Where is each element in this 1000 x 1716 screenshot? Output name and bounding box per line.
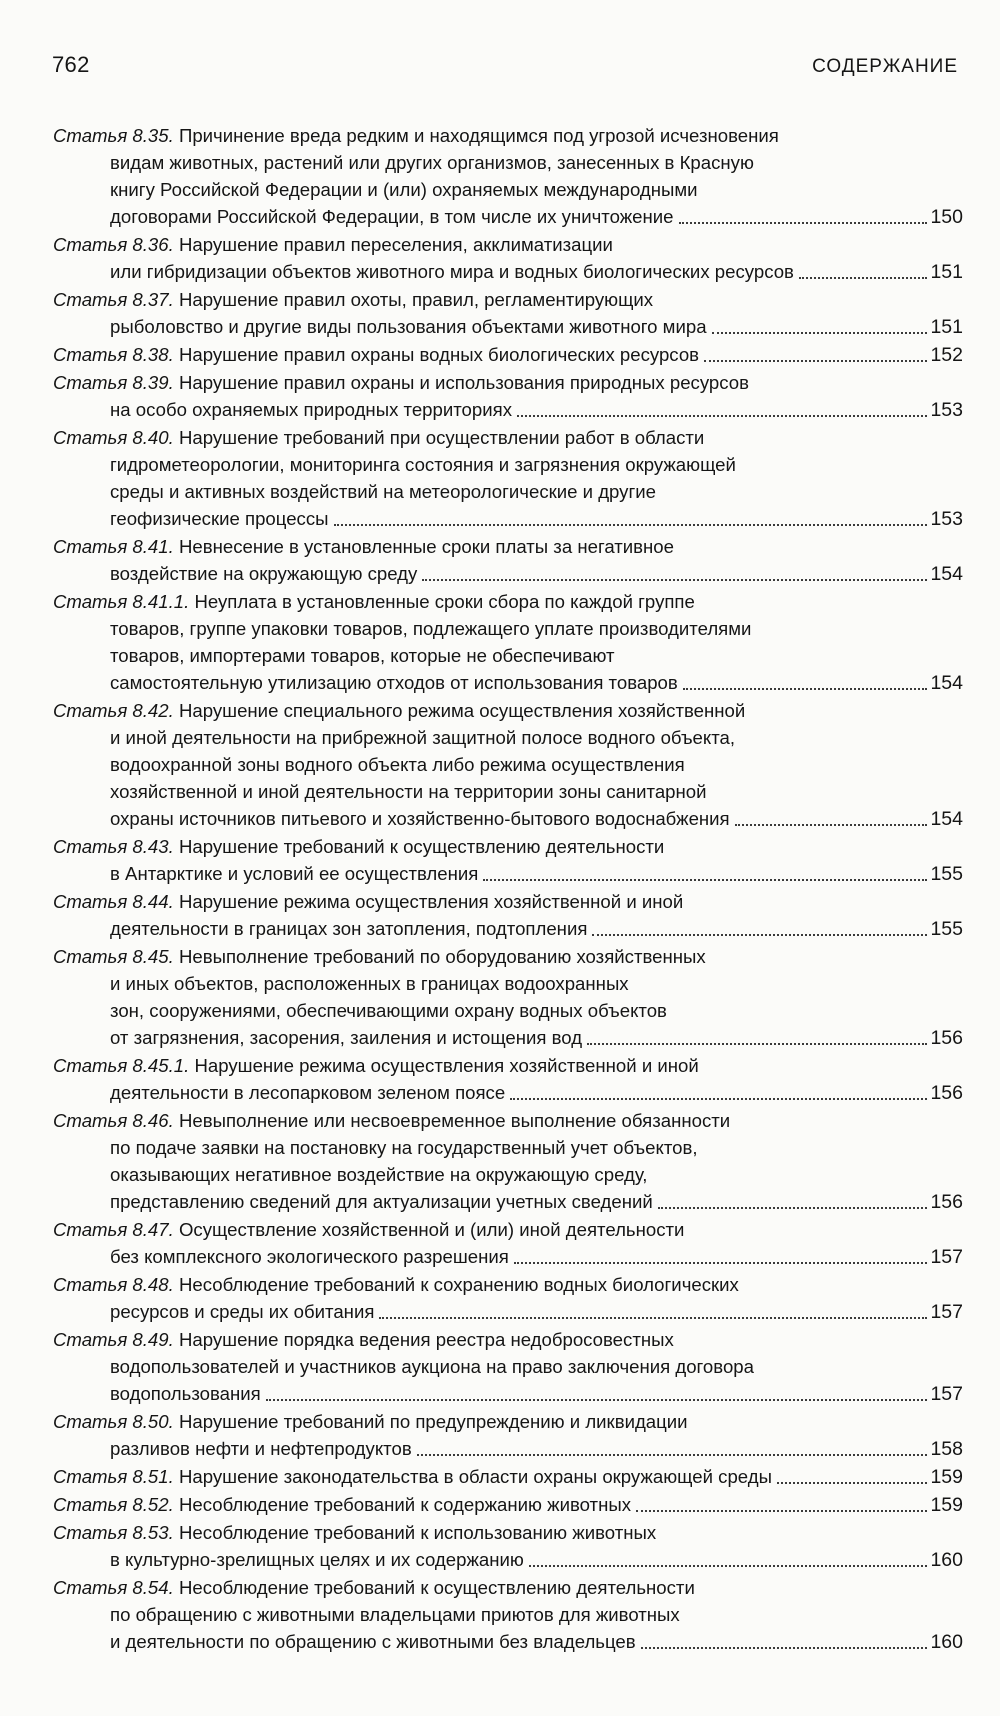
toc-entry-line — [53, 1435, 963, 1463]
toc-entry-line — [53, 1574, 963, 1601]
toc-entry-line — [53, 505, 963, 533]
toc-entry — [53, 286, 963, 341]
article-title-text: и деятельности по обращению с животными без владельцев — [110, 1631, 636, 1652]
toc-entry-line — [53, 1243, 963, 1271]
article-label: Статья 8.35. — [53, 125, 174, 146]
toc-entry-line — [53, 533, 963, 560]
toc-entry — [53, 1052, 963, 1107]
toc-entry-text-wrap — [110, 1628, 636, 1655]
toc-entry-text-wrap — [110, 669, 678, 696]
article-title-text: ресурсов и среды их обитания — [110, 1301, 375, 1322]
article-title-text: водоохранной зоны водного объекта либо режима осуществления — [110, 754, 685, 775]
article-title-text: книгу Российской Федерации и (или) охраняемых международными — [110, 179, 698, 200]
article-title-text: Нарушение порядка ведения реестра недобросовестных — [178, 1329, 674, 1350]
toc-entry-line — [53, 669, 963, 697]
toc-entry-text-wrap — [53, 1491, 631, 1518]
article-label: Статья 8.38. — [53, 344, 174, 365]
table-of-contents — [53, 122, 963, 1656]
toc-entry-line — [53, 149, 963, 176]
running-title: СОДЕРЖАНИЕ — [812, 56, 958, 77]
toc-page-number: 153 — [930, 508, 963, 530]
toc-page-number: 151 — [930, 261, 963, 283]
toc-entry-text-wrap — [110, 1435, 412, 1462]
dot-leader — [799, 273, 928, 279]
toc-entry — [53, 341, 963, 369]
toc-entry-line — [53, 697, 963, 724]
article-label: Статья 8.45.1. — [53, 1055, 190, 1076]
toc-page-number: 159 — [930, 1466, 963, 1488]
toc-entry-line — [53, 560, 963, 588]
article-title-text: Нарушение правил охоты, правил, регламентирующих — [178, 289, 654, 310]
article-label: Статья 8.49. — [53, 1329, 174, 1350]
article-title-text: Нарушение специального режима осуществления хозяйственной — [178, 700, 746, 721]
toc-entry-line — [53, 203, 963, 231]
article-title-text: Несоблюдение требований к осуществлению деятельности — [178, 1577, 695, 1598]
article-title-text: договорами Российской Федерации, в том числе их уничтожение — [110, 206, 674, 227]
article-title-text: зон, сооружениями, обеспечивающими охрану водных объектов — [110, 1000, 667, 1021]
toc-page-number: 152 — [930, 344, 963, 366]
dot-leader — [735, 820, 928, 826]
toc-entry-line — [53, 588, 963, 615]
toc-entry-line — [53, 1601, 963, 1628]
article-title-text: рыболовство и другие виды пользования объектами животного мира — [110, 316, 707, 337]
article-label: Статья 8.50. — [53, 1411, 174, 1432]
toc-entry-line — [53, 1380, 963, 1408]
toc-entry — [53, 1519, 963, 1574]
toc-entry — [53, 424, 963, 533]
toc-entry-text-wrap — [110, 1188, 653, 1215]
article-label: Статья 8.53. — [53, 1522, 174, 1543]
toc-entry-text-wrap — [110, 1024, 582, 1051]
toc-page-number: 155 — [930, 863, 963, 885]
toc-entry-line — [53, 1353, 963, 1380]
toc-page-number: 158 — [930, 1438, 963, 1460]
dot-leader — [592, 930, 927, 936]
toc-page-number: 156 — [930, 1027, 963, 1049]
dot-leader — [422, 575, 927, 581]
toc-entry-text-wrap — [110, 1546, 524, 1573]
toc-entry-line — [53, 258, 963, 286]
toc-entry-line — [53, 424, 963, 451]
article-title-text: воздействие на окружающую среду — [110, 563, 418, 584]
toc-entry-text-wrap — [110, 396, 512, 423]
article-title-text: Нарушение требований по предупреждению и ликвидации — [178, 1411, 688, 1432]
toc-entry-line — [53, 615, 963, 642]
toc-page-number: 157 — [930, 1301, 963, 1323]
article-title-text: по обращению с животными владельцами приютов для животных — [110, 1604, 680, 1625]
article-label: Статья 8.36. — [53, 234, 174, 255]
toc-entry-line — [53, 1491, 963, 1519]
toc-entry-line — [53, 642, 963, 669]
article-title-text: от загрязнения, засорения, заиления и истощения вод — [110, 1027, 583, 1048]
article-title-text: Невнесение в установленные сроки платы за негативное — [178, 536, 674, 557]
toc-page-number: 154 — [930, 563, 963, 585]
toc-entry-line — [53, 1052, 963, 1079]
article-label: Статья 8.51. — [53, 1466, 174, 1487]
dot-leader — [641, 1643, 928, 1649]
toc-entry — [53, 697, 963, 833]
article-title-text: и иных объектов, расположенных в границах водоохранных — [110, 973, 629, 994]
toc-entry-text-wrap — [110, 1380, 261, 1407]
toc-page-number: 155 — [930, 918, 963, 940]
article-label: Статья 8.45. — [53, 946, 174, 967]
article-title-text: водопользователей и участников аукциона на право заключения договора — [110, 1356, 754, 1377]
toc-entry-text-wrap — [110, 805, 730, 832]
article-title-text: Нарушение режима осуществления хозяйственной и иной — [178, 891, 684, 912]
dot-leader — [514, 1258, 928, 1264]
toc-entry-line — [53, 1463, 963, 1491]
toc-entry-line — [53, 778, 963, 805]
article-title-text: водопользования — [110, 1383, 261, 1404]
toc-entry-line — [53, 286, 963, 313]
toc-entry-text-wrap — [110, 1243, 509, 1270]
dot-leader — [483, 875, 927, 881]
toc-entry-text-wrap — [110, 203, 674, 230]
toc-entry — [53, 369, 963, 424]
toc-entry-line — [53, 1546, 963, 1574]
toc-entry — [53, 1463, 963, 1491]
article-title-text: товаров, импортерами товаров, которые не обеспечивают — [110, 645, 615, 666]
toc-entry-text-wrap — [110, 860, 478, 887]
dot-leader — [517, 411, 927, 417]
toc-entry-line — [53, 833, 963, 860]
toc-entry-text-wrap — [110, 1298, 374, 1325]
toc-page-number: 154 — [930, 672, 963, 694]
toc-entry-text-wrap — [110, 313, 707, 340]
toc-entry-line — [53, 451, 963, 478]
article-title-text: деятельности в лесопарковом зеленом поясе — [110, 1082, 506, 1103]
article-title-text: гидрометеорологии, мониторинга состояния и загрязнения окружающей — [110, 454, 736, 475]
dot-leader — [417, 1450, 928, 1456]
toc-entry-line — [53, 970, 963, 997]
dot-leader — [529, 1561, 928, 1567]
article-title-text: Несоблюдение требований к сохранению водных биологических — [178, 1274, 739, 1295]
toc-entry-line — [53, 1628, 963, 1656]
toc-entry — [53, 1216, 963, 1271]
article-title-text: по подаче заявки на постановку на государственный учет объектов, — [110, 1137, 698, 1158]
article-title-text: Невыполнение требований по оборудованию хозяйственных — [178, 946, 706, 967]
toc-entry-line — [53, 478, 963, 505]
toc-entry-line — [53, 122, 963, 149]
toc-entry-line — [53, 805, 963, 833]
dot-leader — [679, 218, 928, 224]
article-label: Статья 8.52. — [53, 1494, 174, 1515]
article-title-text: Нарушение правил охраны водных биологических ресурсов — [178, 344, 700, 365]
dot-leader — [379, 1313, 927, 1319]
article-title-text: без комплексного экологического разрешения — [110, 1246, 509, 1267]
article-label: Статья 8.44. — [53, 891, 174, 912]
dot-leader — [704, 356, 927, 362]
article-title-text: или гибридизации объектов животного мира и водных биологических ресурсов — [110, 261, 794, 282]
article-title-text: геофизические процессы — [110, 508, 329, 529]
toc-entry-line — [53, 1298, 963, 1326]
article-label: Статья 8.43. — [53, 836, 174, 857]
article-title-text: товаров, группе упаковки товаров, подлежащего уплате производителями — [110, 618, 752, 639]
dot-leader — [712, 328, 928, 334]
article-title-text: Нарушение требований при осуществлении работ в области — [178, 427, 705, 448]
article-label: Статья 8.41.1. — [53, 591, 190, 612]
article-title-text: среды и активных воздействий на метеорологические и другие — [110, 481, 656, 502]
article-label: Статья 8.48. — [53, 1274, 174, 1295]
toc-entry-line — [53, 396, 963, 424]
dot-leader — [636, 1506, 927, 1512]
toc-entry-line — [53, 751, 963, 778]
toc-entry-line — [53, 1519, 963, 1546]
toc-entry-text-wrap — [53, 341, 699, 368]
dot-leader — [683, 684, 928, 690]
toc-page-number: 151 — [930, 316, 963, 338]
toc-entry-line — [53, 888, 963, 915]
toc-page-number: 160 — [930, 1631, 963, 1653]
toc-entry — [53, 122, 963, 231]
toc-page-number: 156 — [930, 1191, 963, 1213]
dot-leader — [658, 1203, 928, 1209]
toc-entry — [53, 1271, 963, 1326]
toc-entry-line — [53, 231, 963, 258]
toc-entry-line — [53, 1161, 963, 1188]
dot-leader — [777, 1478, 928, 1484]
toc-entry-text-wrap — [110, 560, 417, 587]
toc-entry — [53, 533, 963, 588]
page-number: 762 — [52, 52, 90, 77]
toc-entry — [53, 1107, 963, 1216]
toc-page-number: 157 — [930, 1246, 963, 1268]
toc-entry-line — [53, 176, 963, 203]
article-label: Статья 8.47. — [53, 1219, 174, 1240]
article-title-text: видам животных, растений или других организмов, занесенных в Красную — [110, 152, 754, 173]
toc-entry — [53, 231, 963, 286]
article-title-text: Нарушение требований к осуществлению деятельности — [178, 836, 665, 857]
toc-entry-line — [53, 997, 963, 1024]
article-title-text: в Антарктике и условий ее осуществления — [110, 863, 479, 884]
toc-entry-line — [53, 369, 963, 396]
toc-page-number: 160 — [930, 1549, 963, 1571]
article-title-text: оказывающих негативное воздействие на окружающую среду, — [110, 1164, 648, 1185]
article-title-text: представлению сведений для актуализации учетных сведений — [110, 1191, 653, 1212]
toc-entry-line — [53, 1079, 963, 1107]
toc-entry — [53, 1491, 963, 1519]
article-label: Статья 8.37. — [53, 289, 174, 310]
toc-entry-line — [53, 341, 963, 369]
article-title-text: в культурно-зрелищных целях и их содержанию — [110, 1549, 524, 1570]
article-title-text: и иной деятельности на прибрежной защитной полосе водного объекта, — [110, 727, 736, 748]
toc-entry-line — [53, 860, 963, 888]
toc-entry — [53, 1408, 963, 1463]
toc-entry-line — [53, 724, 963, 751]
toc-entry-line — [53, 1271, 963, 1298]
article-label: Статья 8.41. — [53, 536, 174, 557]
article-title-text: самостоятельную утилизацию отходов от использования товаров — [110, 672, 678, 693]
toc-entry-text-wrap — [110, 1079, 505, 1106]
page-header — [52, 52, 958, 78]
dot-leader — [510, 1094, 927, 1100]
toc-entry-line — [53, 1326, 963, 1353]
article-label: Статья 8.54. — [53, 1577, 174, 1598]
article-label: Статья 8.39. — [53, 372, 174, 393]
article-title-text: Осуществление хозяйственной и (или) иной деятельности — [178, 1219, 685, 1240]
article-title-text: Неуплата в установленные сроки сбора по каждой группе — [194, 591, 695, 612]
article-title-text: Нарушение законодательства в области охраны окружающей среды — [178, 1466, 772, 1487]
article-title-text: разливов нефти и нефтепродуктов — [110, 1438, 412, 1459]
article-title-text: деятельности в границах зон затопления, подтопления — [110, 918, 588, 939]
dot-leader — [334, 520, 928, 526]
toc-page-number: 154 — [930, 808, 963, 830]
article-title-text: Причинение вреда редким и находящимся под угрозой исчезновения — [178, 125, 779, 146]
toc-page-number: 159 — [930, 1494, 963, 1516]
toc-entry — [53, 1326, 963, 1408]
toc-page-number: 153 — [930, 399, 963, 421]
toc-entry-line — [53, 1408, 963, 1435]
article-title-text: охраны источников питьевого и хозяйственно-бытового водоснабжения — [110, 808, 730, 829]
article-title-text: Несоблюдение требований к использованию животных — [178, 1522, 657, 1543]
toc-entry-text-wrap — [110, 915, 587, 942]
toc-entry-text-wrap — [110, 258, 794, 285]
toc-entry-line — [53, 943, 963, 970]
article-title-text: Невыполнение или несвоевременное выполнение обязанности — [178, 1110, 731, 1131]
dot-leader — [266, 1395, 928, 1401]
article-title-text: Нарушение режима осуществления хозяйственной и иной — [194, 1055, 699, 1076]
toc-entry-line — [53, 1024, 963, 1052]
article-title-text: Нарушение правил переселения, акклиматизации — [178, 234, 613, 255]
article-title-text: Нарушение правил охраны и использования природных ресурсов — [178, 372, 749, 393]
toc-entry-text-wrap — [53, 1463, 772, 1490]
toc-entry-line — [53, 313, 963, 341]
toc-page-number: 150 — [930, 206, 963, 228]
article-title-text: хозяйственной и иной деятельности на территории зоны санитарной — [110, 781, 707, 802]
toc-entry-line — [53, 1134, 963, 1161]
toc-entry — [53, 888, 963, 943]
article-label: Статья 8.42. — [53, 700, 174, 721]
article-label: Статья 8.46. — [53, 1110, 174, 1131]
toc-page-number: 157 — [930, 1383, 963, 1405]
toc-entry — [53, 588, 963, 697]
toc-entry-line — [53, 915, 963, 943]
toc-entry-line — [53, 1188, 963, 1216]
toc-entry — [53, 833, 963, 888]
toc-entry — [53, 1574, 963, 1656]
dot-leader — [587, 1039, 927, 1045]
toc-entry — [53, 943, 963, 1052]
article-title-text: на особо охраняемых природных территориях — [110, 399, 512, 420]
toc-entry-line — [53, 1107, 963, 1134]
article-title-text: Несоблюдение требований к содержанию животных — [178, 1494, 632, 1515]
toc-page-number: 156 — [930, 1082, 963, 1104]
toc-entry-line — [53, 1216, 963, 1243]
toc-entry-text-wrap — [110, 505, 329, 532]
article-label: Статья 8.40. — [53, 427, 174, 448]
